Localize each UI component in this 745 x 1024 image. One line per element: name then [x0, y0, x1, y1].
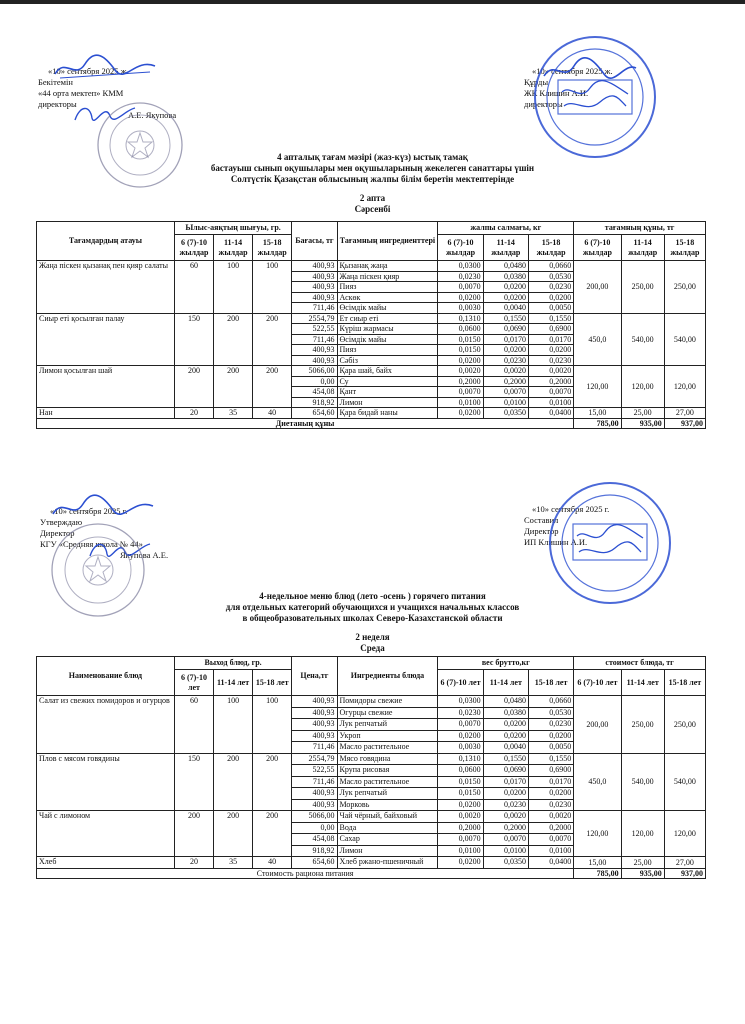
header-gross: жалпы салмағы, кг [438, 222, 574, 235]
gross-weight-cell: 0,0200 [483, 719, 528, 731]
gross-weight-cell: 0,0050 [528, 742, 573, 754]
approval-line: ЖК Клишин А.И. [524, 88, 589, 98]
total-label: Диетаның құны [37, 418, 574, 429]
header-age: 15-18 лет [253, 670, 292, 696]
price-cell: 400,93 [292, 271, 337, 282]
page-top-border [0, 0, 745, 4]
ingredient-cell: Масло растительное [337, 742, 438, 754]
ingredient-cell: Жаңа піскен қияр [337, 271, 438, 282]
entrepreneur-round-seal [545, 478, 675, 608]
price-cell: 5066,00 [292, 811, 337, 823]
gross-weight-cell: 0,0200 [438, 408, 483, 419]
dish-name-cell: Нан [37, 408, 175, 419]
gross-weight-cell: 0,0020 [483, 366, 528, 377]
yield-cell: 200 [214, 366, 253, 408]
ru-table-body [37, 696, 706, 869]
price-cell: 454,08 [292, 834, 337, 846]
yield-cell: 200 [253, 811, 292, 857]
cost-cell: 120,00 [664, 366, 705, 408]
yield-cell: 100 [253, 261, 292, 314]
gross-weight-cell: 0,0150 [438, 776, 483, 788]
yield-cell: 150 [174, 313, 213, 366]
price-cell: 454,08 [292, 387, 337, 398]
title-line: в общеобразовательных школах Северо-Казахстанской области [242, 613, 503, 623]
ingredient-cell: Қара бидай наны [337, 408, 438, 419]
yield-cell: 200 [214, 753, 253, 811]
day-label: Сәрсенбі [354, 204, 391, 214]
cost-cell: 15,00 [574, 857, 621, 869]
ingredient-cell: Мясо говядина [337, 753, 438, 765]
table-row [37, 811, 706, 823]
header-age: 11-14 жылдар [621, 235, 664, 261]
price-cell: 918,92 [292, 845, 337, 857]
ingredient-cell: Қара шай, байх [337, 366, 438, 377]
gross-weight-cell: 0,0200 [483, 345, 528, 356]
price-cell: 0,00 [292, 822, 337, 834]
cost-cell: 250,00 [664, 261, 705, 314]
yield-cell: 20 [174, 857, 213, 869]
header-age: 11-14 лет [621, 670, 664, 696]
ingredient-cell: Өсімдік майы [337, 303, 438, 314]
approval-date: «10» сентября 2025 ж. [48, 66, 129, 76]
ingredient-cell: Су [337, 376, 438, 387]
approval-signer: Якупова А.Е. [120, 550, 169, 560]
approval-signer: А.Е. Якупова [128, 110, 177, 120]
gross-weight-cell: 0,0400 [528, 857, 573, 869]
gross-weight-cell: 0,0230 [528, 282, 573, 293]
table-row [37, 753, 706, 765]
yield-cell: 40 [253, 857, 292, 869]
header-age: 15-18 лет [528, 670, 573, 696]
table-row [37, 408, 706, 419]
cost-cell: 15,00 [574, 408, 621, 419]
ingredient-cell: Өсімдік майы [337, 334, 438, 345]
gross-weight-cell: 0,0100 [483, 397, 528, 408]
title-line: бастауыш сынып оқушылары мен оқушыларының жекелеген санаттары үшін [210, 163, 535, 173]
ru-menu-table [36, 656, 706, 879]
gross-weight-cell: 0,0070 [528, 387, 573, 398]
approval-line: «44 орта мектеп» КММ [38, 88, 124, 98]
gross-weight-cell: 0,1310 [438, 313, 483, 324]
price-cell: 522,55 [292, 324, 337, 335]
ingredient-cell: Огурцы свежие [337, 707, 438, 719]
yield-cell: 200 [174, 811, 213, 857]
yield-cell: 40 [253, 408, 292, 419]
gross-weight-cell: 0,0350 [483, 857, 528, 869]
price-cell: 400,93 [292, 345, 337, 356]
gross-weight-cell: 0,0690 [483, 765, 528, 777]
gross-weight-cell: 0,6900 [528, 765, 573, 777]
cost-cell: 27,00 [664, 408, 705, 419]
approval-line: Составил [524, 515, 559, 525]
gross-weight-cell: 0,0200 [528, 292, 573, 303]
gross-weight-cell: 0,0200 [438, 730, 483, 742]
approval-line: директоры [524, 99, 563, 109]
week-label: 2 апта [359, 193, 386, 203]
gross-weight-cell: 0,0040 [483, 303, 528, 314]
yield-cell: 200 [214, 313, 253, 366]
ingredient-cell: Лимон [337, 397, 438, 408]
yield-cell: 200 [174, 366, 213, 408]
cost-cell: 120,00 [574, 811, 621, 857]
price-cell: 5066,00 [292, 366, 337, 377]
approval-line: Директор [40, 528, 75, 538]
cost-cell: 27,00 [664, 857, 705, 869]
gross-weight-cell: 0,0200 [438, 857, 483, 869]
ingredient-cell: Хлеб ржано-пшеничный [337, 857, 438, 869]
header-age: 15-18 жылдар [664, 235, 705, 261]
header-cost: тағамның құны, тг [574, 222, 706, 235]
header-age: 11-14 жылдар [483, 235, 528, 261]
header-age: 11-14 жылдар [214, 235, 253, 261]
gross-weight-cell: 0,0230 [438, 271, 483, 282]
week-label: 2 неделя [355, 632, 390, 642]
header-ingredients: Тағамның ингредиенттері [337, 222, 438, 261]
gross-weight-cell: 0,0070 [528, 834, 573, 846]
kk-title-block [0, 152, 745, 215]
header-dish: Тағамдардың атауы [37, 222, 175, 261]
header-age: 6 (7)-10 жылдар [574, 235, 621, 261]
total-value: 937,00 [664, 868, 705, 879]
ingredient-cell: Күріш жармасы [337, 324, 438, 335]
yield-cell: 35 [214, 408, 253, 419]
cost-cell: 120,00 [664, 811, 705, 857]
total-value: 935,00 [621, 868, 664, 879]
yield-cell: 100 [253, 696, 292, 754]
ingredient-cell: Лук репчатый [337, 719, 438, 731]
price-cell: 0,00 [292, 376, 337, 387]
gross-weight-cell: 0,0100 [483, 845, 528, 857]
cost-cell: 250,00 [664, 696, 705, 754]
price-cell: 400,93 [292, 261, 337, 272]
price-cell: 522,55 [292, 765, 337, 777]
dish-name-cell: Сиыр еті қосылған палау [37, 313, 175, 366]
price-cell: 918,92 [292, 397, 337, 408]
yield-cell: 60 [174, 696, 213, 754]
yield-cell: 100 [214, 261, 253, 314]
gross-weight-cell: 0,0380 [483, 271, 528, 282]
table-row [37, 261, 706, 272]
price-cell: 654,60 [292, 857, 337, 869]
ingredient-cell: Қызанақ жаңа [337, 261, 438, 272]
gross-weight-cell: 0,0100 [528, 397, 573, 408]
header-age: 15-18 лет [664, 670, 705, 696]
table-row [37, 696, 706, 708]
dish-name-cell: Хлеб [37, 857, 175, 869]
yield-cell: 200 [253, 366, 292, 408]
gross-weight-cell: 0,1550 [483, 313, 528, 324]
gross-weight-cell: 0,0300 [438, 261, 483, 272]
header-yield: Выход блюд, гр. [174, 657, 291, 670]
header-price: Бағасы, тг [292, 222, 337, 261]
gross-weight-cell: 0,1550 [528, 753, 573, 765]
gross-weight-cell: 0,0480 [483, 696, 528, 708]
gross-weight-cell: 0,0230 [528, 799, 573, 811]
gross-weight-cell: 0,0200 [483, 292, 528, 303]
gross-weight-cell: 0,0070 [438, 387, 483, 398]
kk-table-body [37, 261, 706, 419]
price-cell: 654,60 [292, 408, 337, 419]
ingredient-cell: Укроп [337, 730, 438, 742]
gross-weight-cell: 0,0480 [483, 261, 528, 272]
gross-weight-cell: 0,0170 [483, 334, 528, 345]
gross-weight-cell: 0,0070 [438, 719, 483, 731]
gross-weight-cell: 0,0380 [483, 707, 528, 719]
approval-line: директоры [38, 99, 77, 109]
price-cell: 711,46 [292, 303, 337, 314]
price-cell: 2554,79 [292, 753, 337, 765]
gross-weight-cell: 0,0100 [438, 397, 483, 408]
gross-weight-cell: 0,0230 [438, 707, 483, 719]
header-age: 6 (7)-10 лет [574, 670, 621, 696]
header-yield: Ылыс-аяқтың шығуы, гр. [174, 222, 291, 235]
gross-weight-cell: 0,0200 [528, 788, 573, 800]
gross-weight-cell: 0,6900 [528, 324, 573, 335]
gross-weight-cell: 0,0200 [528, 345, 573, 356]
gross-weight-cell: 0,2000 [483, 822, 528, 834]
price-cell: 400,93 [292, 292, 337, 303]
title-line: Солтүстік Қазақстан облысының жалпы білім беретін мектептерінде [230, 174, 515, 184]
gross-weight-cell: 0,0530 [528, 707, 573, 719]
title-line: для отдельных категорий обучающихся и учащихся начальных классов [225, 602, 520, 612]
price-cell: 2554,79 [292, 313, 337, 324]
gross-weight-cell: 0,0170 [528, 776, 573, 788]
header-gross: вес брутто,кг [438, 657, 574, 670]
gross-weight-cell: 0,0030 [438, 742, 483, 754]
yield-cell: 35 [214, 857, 253, 869]
price-cell: 711,46 [292, 776, 337, 788]
yield-cell: 200 [214, 811, 253, 857]
total-value: 785,00 [574, 418, 621, 429]
price-cell: 711,46 [292, 742, 337, 754]
yield-cell: 100 [214, 696, 253, 754]
gross-weight-cell: 0,0070 [483, 834, 528, 846]
gross-weight-cell: 0,0150 [438, 345, 483, 356]
header-age: 15-18 жылдар [253, 235, 292, 261]
gross-weight-cell: 0,0050 [528, 303, 573, 314]
gross-weight-cell: 0,0020 [528, 811, 573, 823]
gross-weight-cell: 0,0070 [438, 834, 483, 846]
gross-weight-cell: 0,0690 [483, 324, 528, 335]
ingredient-cell: Крупа рисовая [337, 765, 438, 777]
gross-weight-cell: 0,0530 [528, 271, 573, 282]
cost-cell: 250,00 [621, 696, 664, 754]
gross-weight-cell: 0,0200 [528, 730, 573, 742]
header-cost: стоимост блюда, тг [574, 657, 706, 670]
ingredient-cell: Чай чёрный, байховый [337, 811, 438, 823]
header-dish: Наименование блюд [37, 657, 175, 696]
price-cell: 400,93 [292, 719, 337, 731]
ingredient-cell: Ет сиыр еті [337, 313, 438, 324]
dish-name-cell: Салат из свежих помидоров и огурцов [37, 696, 175, 754]
cost-cell: 120,00 [621, 366, 664, 408]
handwritten-date-signature [540, 56, 640, 84]
total-label: Стоимость рациона питания [37, 868, 574, 879]
gross-weight-cell: 0,0040 [483, 742, 528, 754]
dish-name-cell: Чай с лимоном [37, 811, 175, 857]
approval-date: «10» сентября 2025 г. [50, 506, 128, 516]
gross-weight-cell: 0,2000 [438, 376, 483, 387]
gross-weight-cell: 0,0230 [528, 355, 573, 366]
ingredient-cell: Помидоры свежие [337, 696, 438, 708]
ru-title-block [0, 591, 745, 654]
gross-weight-cell: 0,2000 [528, 376, 573, 387]
header-age: 6 (7)-10 лет [438, 670, 483, 696]
ingredient-cell: Масло растительное [337, 776, 438, 788]
cost-cell: 540,00 [664, 753, 705, 811]
gross-weight-cell: 0,0600 [438, 765, 483, 777]
gross-weight-cell: 0,0200 [438, 799, 483, 811]
price-cell: 400,93 [292, 788, 337, 800]
gross-weight-cell: 0,1310 [438, 753, 483, 765]
approval-line: Утверждаю [40, 517, 83, 527]
gross-weight-cell: 0,1550 [528, 313, 573, 324]
price-cell: 711,46 [292, 334, 337, 345]
table-row [37, 857, 706, 869]
title-line: 4-недельное меню блюд (лето -осень ) горячего питания [259, 591, 486, 601]
ingredient-cell: Сахар [337, 834, 438, 846]
cost-cell: 200,00 [574, 696, 621, 754]
gross-weight-cell: 0,0150 [438, 788, 483, 800]
gross-weight-cell: 0,0020 [438, 811, 483, 823]
cost-cell: 540,00 [621, 313, 664, 366]
cost-cell: 120,00 [621, 811, 664, 857]
header-age: 11-14 лет [214, 670, 253, 696]
gross-weight-cell: 0,0350 [483, 408, 528, 419]
header-price: Цена,тг [292, 657, 337, 696]
gross-weight-cell: 0,2000 [483, 376, 528, 387]
header-age: 11-14 лет [483, 670, 528, 696]
approval-line: КГУ «Средняя школа № 44» [40, 539, 143, 549]
yield-cell: 200 [253, 313, 292, 366]
gross-weight-cell: 0,0030 [438, 303, 483, 314]
approval-date: «10» сентября 2025 г. [532, 504, 610, 514]
gross-weight-cell: 0,2000 [438, 822, 483, 834]
gross-weight-cell: 0,0020 [438, 366, 483, 377]
ingredient-cell: Морковь [337, 799, 438, 811]
ingredient-cell: Пияз [337, 345, 438, 356]
cost-cell: 450,0 [574, 753, 621, 811]
approval-line: ИП Клишин А.И. [524, 537, 588, 547]
gross-weight-cell: 0,0230 [483, 355, 528, 366]
price-cell: 400,93 [292, 282, 337, 293]
price-cell: 400,93 [292, 730, 337, 742]
yield-cell: 60 [174, 261, 213, 314]
title-line: 4 апталық тағам мәзірі (жаз-күз) ыстық тамақ [277, 152, 468, 162]
cost-cell: 200,00 [574, 261, 621, 314]
ingredient-cell: Вода [337, 822, 438, 834]
ingredient-cell: Аскөк [337, 292, 438, 303]
price-cell: 400,93 [292, 696, 337, 708]
gross-weight-cell: 0,0230 [528, 719, 573, 731]
gross-weight-cell: 0,0100 [438, 845, 483, 857]
yield-cell: 20 [174, 408, 213, 419]
price-cell: 400,93 [292, 799, 337, 811]
handwritten-date-signature [48, 492, 158, 522]
gross-weight-cell: 0,0200 [438, 355, 483, 366]
cost-cell: 25,00 [621, 408, 664, 419]
ingredient-cell: Қант [337, 387, 438, 398]
total-value: 937,00 [664, 418, 705, 429]
header-ingredients: Ингредиенты блюда [337, 657, 438, 696]
dish-name-cell: Жаңа піскен қызанақ пен қияр салаты [37, 261, 175, 314]
header-age: 6 (7)-10 лет [174, 670, 213, 696]
gross-weight-cell: 0,0300 [438, 696, 483, 708]
gross-weight-cell: 0,0020 [528, 366, 573, 377]
yield-cell: 150 [174, 753, 213, 811]
dish-name-cell: Лимон қосылған шай [37, 366, 175, 408]
ingredient-cell: Лимон [337, 845, 438, 857]
dish-name-cell: Плов с мясом говядины [37, 753, 175, 811]
gross-weight-cell: 0,0660 [528, 696, 573, 708]
table-row [37, 313, 706, 324]
gross-weight-cell: 0,0100 [528, 845, 573, 857]
total-value: 785,00 [574, 868, 621, 879]
gross-weight-cell: 0,0200 [483, 730, 528, 742]
cost-cell: 540,00 [621, 753, 664, 811]
approval-date: «10» сентября 2025 ж. [532, 66, 613, 76]
gross-weight-cell: 0,1550 [483, 753, 528, 765]
ingredient-cell: Пияз [337, 282, 438, 293]
handwritten-date-signature [50, 52, 160, 82]
cost-cell: 120,00 [574, 366, 621, 408]
gross-weight-cell: 0,0600 [438, 324, 483, 335]
cost-cell: 450,0 [574, 313, 621, 366]
kk-menu-table [36, 221, 706, 429]
entrepreneur-round-seal [530, 32, 660, 162]
day-label: Среда [360, 643, 385, 653]
gross-weight-cell: 0,2000 [528, 822, 573, 834]
header-age: 15-18 жылдар [528, 235, 573, 261]
gross-weight-cell: 0,0070 [483, 387, 528, 398]
gross-weight-cell: 0,0200 [438, 292, 483, 303]
gross-weight-cell: 0,0070 [438, 282, 483, 293]
gross-weight-cell: 0,0150 [438, 334, 483, 345]
ingredient-cell: Сәбіз [337, 355, 438, 366]
header-age: 6 (7)-10 жылдар [174, 235, 213, 261]
ingredient-cell: Лук репчатый [337, 788, 438, 800]
gross-weight-cell: 0,0020 [483, 811, 528, 823]
table-row [37, 366, 706, 377]
header-age: 6 (7)-10 жылдар [438, 235, 483, 261]
gross-weight-cell: 0,0170 [483, 776, 528, 788]
gross-weight-cell: 0,0170 [528, 334, 573, 345]
cost-cell: 25,00 [621, 857, 664, 869]
total-value: 935,00 [621, 418, 664, 429]
approval-line: Бекітемін [38, 77, 73, 87]
price-cell: 400,93 [292, 707, 337, 719]
approval-line: Директор [524, 526, 559, 536]
approval-line: Құрды [524, 77, 549, 87]
gross-weight-cell: 0,0230 [483, 799, 528, 811]
price-cell: 400,93 [292, 355, 337, 366]
gross-weight-cell: 0,0660 [528, 261, 573, 272]
cost-cell: 250,00 [621, 261, 664, 314]
gross-weight-cell: 0,0400 [528, 408, 573, 419]
cost-cell: 540,00 [664, 313, 705, 366]
gross-weight-cell: 0,0200 [483, 788, 528, 800]
yield-cell: 200 [253, 753, 292, 811]
gross-weight-cell: 0,0200 [483, 282, 528, 293]
